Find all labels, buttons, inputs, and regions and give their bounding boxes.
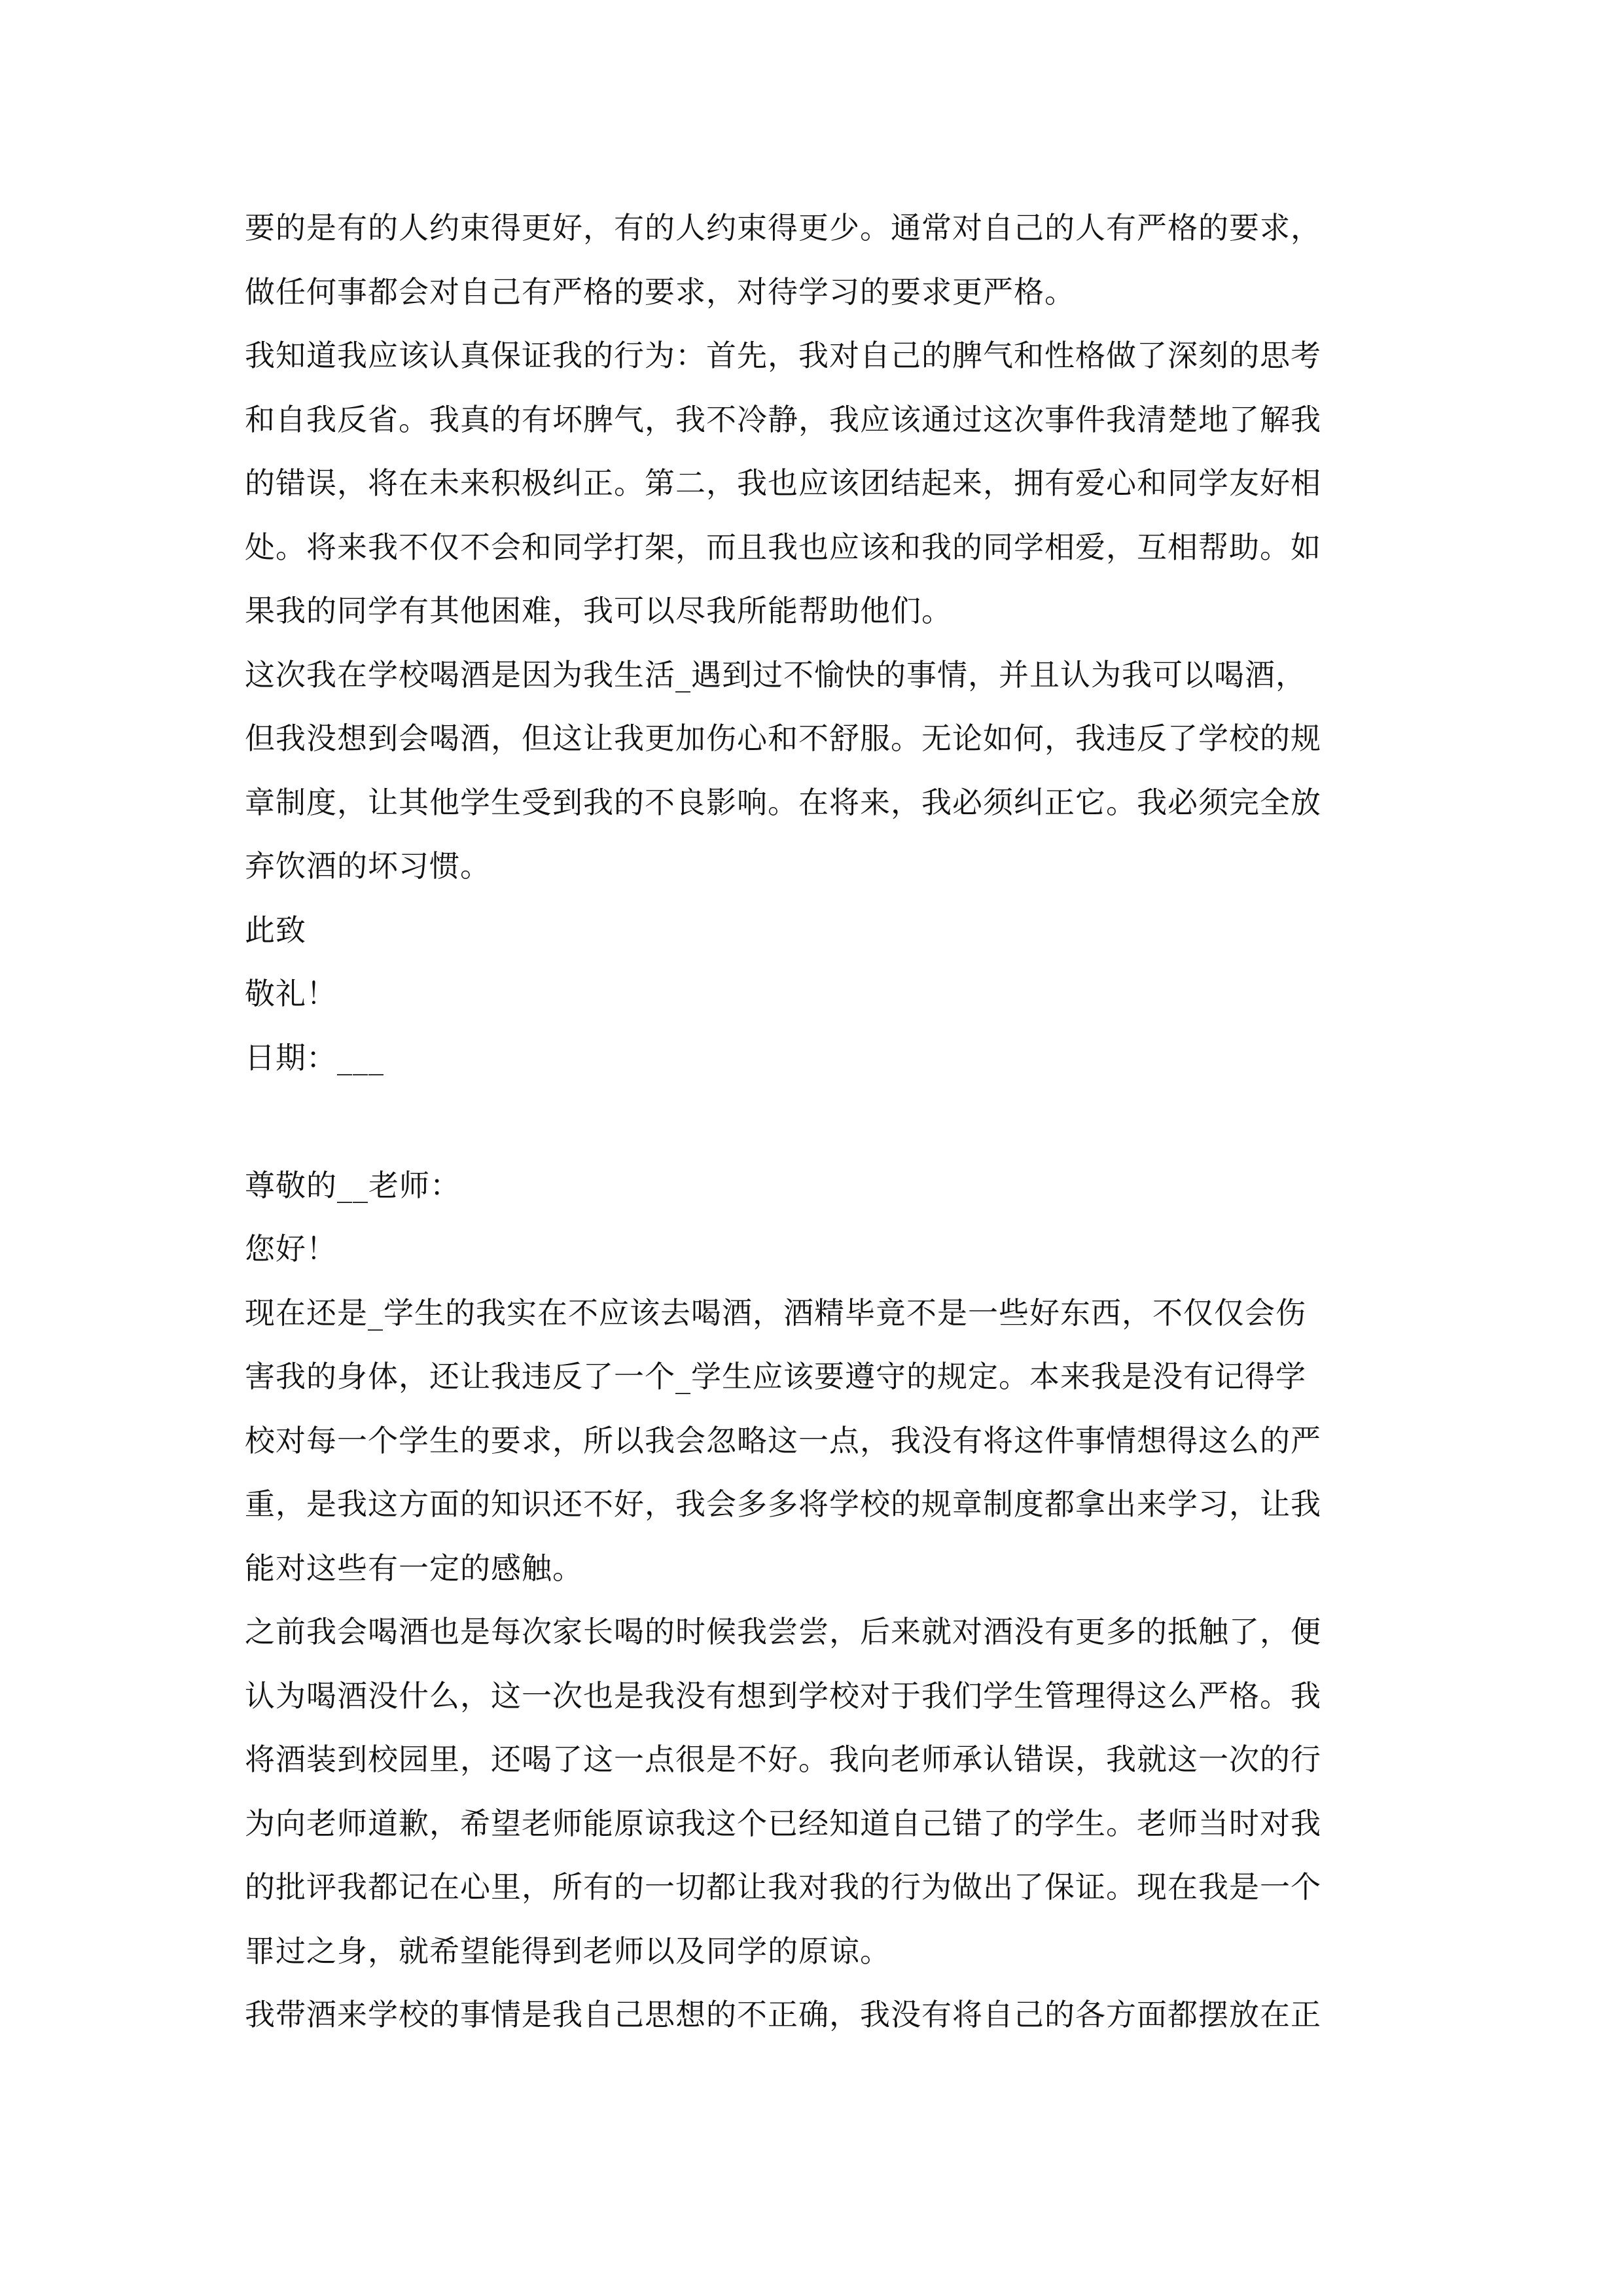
text-line: 将酒装到校园里，还喝了这一点很是不好。我向老师承认错误，我就这一次的行 xyxy=(245,1742,1321,1777)
text-line: 处。将来我不仅不会和同学打架，而且我也应该和我的同学相爱，互相帮助。如 xyxy=(245,529,1321,565)
text-line: 章制度，让其他学生受到我的不良影响。在将来，我必须纠正它。我必须完全放 xyxy=(245,784,1321,820)
text-line: 弃饮酒的坏习惯。 xyxy=(245,848,491,884)
text-line: 现在还是_学生的我实在不应该去喝酒，酒精毕竟不是一些好东西，不仅仅会伤 xyxy=(245,1295,1306,1331)
section-spacer xyxy=(245,1090,1383,1154)
date-line: 日期：___ xyxy=(245,1039,384,1075)
text-line: 为向老师道歉，希望老师能原谅我这个已经知道自己错了的学生。老师当时对我 xyxy=(245,1805,1321,1841)
text-line: 害我的身体，还让我违反了一个_学生应该要遵守的规定。本来我是没有记得学 xyxy=(245,1359,1306,1394)
text-line: 做任何事都会对自己有严格的要求，对待学习的要求更严格。 xyxy=(245,274,1075,310)
text-line: 要的是有的人约束得更好，有的人约束得更少。通常对自己的人有严格的要求， xyxy=(245,210,1321,245)
text-line: 这次我在学校喝酒是因为我生活_遇到过不愉快的事情，并且认为我可以喝酒， xyxy=(245,656,1306,692)
salutation-line: 尊敬的__老师： xyxy=(245,1167,461,1203)
text-line: 认为喝酒没什么，这一次也是我没有想到学校对于我们学生管理得这么严格。我 xyxy=(245,1677,1321,1713)
text-line: 我带酒来学校的事情是我自己思想的不正确，我没有将自己的各方面都摆放在正 xyxy=(245,1997,1321,2032)
salute-line: 敬礼！ xyxy=(245,976,337,1011)
document-page xyxy=(245,196,1383,2047)
text-line: 我知道我应该认真保证我的行为：首先，我对自己的脾气和性格做了深刻的思考 xyxy=(245,338,1321,373)
text-line: 重，是我这方面的知识还不好，我会多多将学校的规章制度都拿出来学习，让我 xyxy=(245,1486,1321,1522)
letter-1-body xyxy=(245,196,1383,1090)
letter-2-body xyxy=(245,1154,1383,2047)
closing-line: 此致 xyxy=(245,912,306,948)
text-line: 但我没想到会喝酒，但这让我更加伤心和不舒服。无论如何，我违反了学校的规 xyxy=(245,721,1321,756)
text-line: 的批评我都记在心里，所有的一切都让我对我的行为做出了保证。现在我是一个 xyxy=(245,1869,1321,1905)
text-line: 罪过之身，就希望能得到老师以及同学的原谅。 xyxy=(245,1933,891,1969)
text-line: 的错误，将在未来积极纠正。第二，我也应该团结起来，拥有爱心和同学友好相 xyxy=(245,465,1321,501)
text-line: 之前我会喝酒也是每次家长喝的时候我尝尝，后来就对酒没有更多的抵触了，便 xyxy=(245,1614,1321,1649)
text-line: 和自我反省。我真的有坏脾气，我不冷静，我应该通过这次事件我清楚地了解我 xyxy=(245,401,1321,437)
text-line: 校对每一个学生的要求，所以我会忽略这一点，我没有将这件事情想得这么的严 xyxy=(245,1422,1321,1458)
greeting-line: 您好！ xyxy=(245,1231,337,1266)
text-line: 果我的同学有其他困难，我可以尽我所能帮助他们。 xyxy=(245,593,952,628)
text-line: 能对这些有一定的感触。 xyxy=(245,1550,583,1586)
